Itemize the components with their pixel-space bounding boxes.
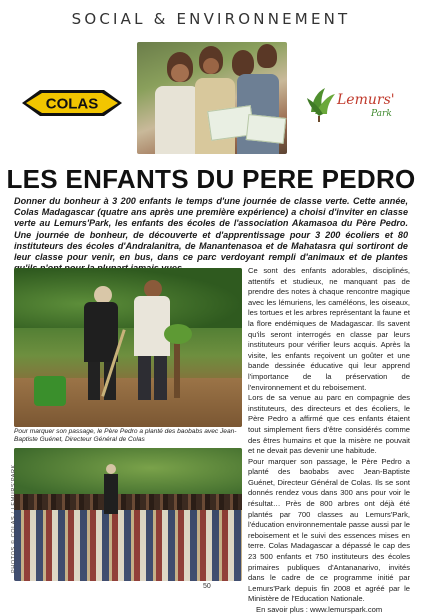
article-headline: LES ENFANTS DU PERE PEDRO <box>6 164 416 194</box>
lemurs-logo-name: Lemurs' <box>337 92 395 108</box>
page-number: 50 <box>203 583 211 590</box>
colas-logo-text: COLAS <box>45 95 99 113</box>
article-paragraph: Ce sont des enfants adorables, disciplinés, attentifs et studieux, ne manquant pas de prendre des notes à chaque rencontre magique avec les lémuriens, les caméléons, les oiseaux, les tortues et les arbres représentant la faune et la flore endémiques de Madagascar. Ils savent qu'ils seront interrogés en classe par leurs instituteurs pour vérifier leurs acquis. Après la visite, les enfants reçoivent un goûter et une bande dessinée éducative qui leur apprend l'importance de la préservation de l'environnement et du reboisement. <box>248 266 410 392</box>
article-paragraph: Pour marquer son passage, le Père Pedro a planté des baobabs avec Jean-Baptiste Guénet, Directeur Général de Colas. Ils se sont donnés rendez vous dans 300 ans pour voir le résultat… Près de 800 arbres ont déjà été plantés par 700 classes au Lemurs'Park, l'éducation environnementale passe aussi par le reboisement et le suivi des essences mises en terre. Colas Madagascar a dépassé le cap des 23 500 enfants et 750 instituteurs des écoles primaires publiques d'Antananarivo, invités dans le cadre de ce programme initié par Lemurs'Park depuis fin 2008 et agréé par le Ministère de l'Education Nationale. <box>248 456 410 604</box>
lemurs-logo-sub: Park <box>371 109 392 119</box>
baobab-planting-photo <box>14 268 242 427</box>
children-crowd-photo <box>14 448 242 581</box>
article-paragraph: Lors de sa venue au parc en compagnie des instituteurs, des directeurs et des écoliers, le Père Pedro a affirmé que ces enfants étaient tout simplement fiers d'être considérés comme des êtres humains et que la misère ne pouvait et ne devait pas devenir une habitude. <box>248 393 410 456</box>
colas-logo <box>22 88 122 118</box>
children-reading-photo <box>137 42 287 154</box>
article-intro: Donner du bonheur à 3 200 enfants le temps d'une journée de classe verte. Cette année, Colas Madagascar (quatre ans après une première expérience) a choisi d'inviter en classe verte au Lemurs'Park, les enfants des écoles de l'association Akamasoa du Père Pedro. Une journée de bonheur, de découverte et d'apprentissage pour 3 200 écoliers et 80 instituteurs des écoles d'Andralanitra, de Manantenasoa et de Mahatasra qui sortiront de leur classe pour venir, en bus, dans ce parc verdoyant rempli d'animaux et de plantes <box>14 196 408 263</box>
photo-credit: PHOTOS © COLAS / LEMURS'PARK <box>11 464 17 573</box>
section-title: SOCIAL & ENVIRONNEMENT <box>71 10 351 28</box>
photo-caption: Pour marquer son passage, le Père Pedro a planté des baobabs avec Jean-Baptiste Guénet, Directeur Général de Colas <box>14 428 237 443</box>
article-body <box>248 266 410 616</box>
lemurs-park-logo <box>305 82 405 124</box>
article-more-info-link[interactable]: En savoir plus : www.lemurspark.com <box>256 605 383 614</box>
